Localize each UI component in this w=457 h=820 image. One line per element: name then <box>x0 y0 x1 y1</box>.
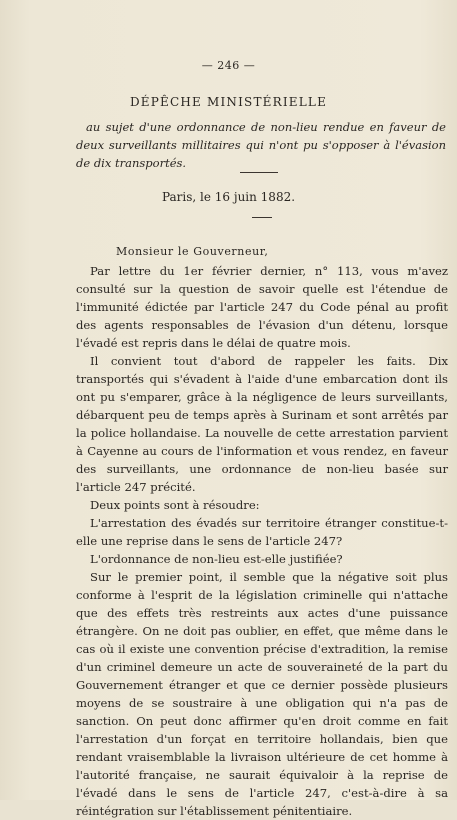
document-title: DÉPÊCHE MINISTÉRIELLE <box>129 95 328 109</box>
paragraph: Par lettre du 1er février dernier, n° 113, vous m'avez consulté sur la question de savoir quelle est l'étendue de l'immunité édictée par l'article 247 du Code pénal au profit des agents responsables de l'évasion d'un détenu, lorsque l'évadé est repris dans le délai de quatre mois. <box>76 264 448 350</box>
document-subtitle: au sujet d'une ordonnance de non-lieu rendue en faveur de deux surveillants millitaires qui n'ont pu s'opposer à l'évasion de dix transportés. <box>76 120 446 170</box>
letter-body <box>76 262 448 820</box>
separator-rule <box>240 172 278 173</box>
separator-rule <box>252 217 272 218</box>
paragraph: Deux points sont à résoudre: <box>90 498 260 512</box>
paragraph: L'arrestation des évadés sur territoire étranger constitue-t-elle une reprise dans le sens de l'article 247? <box>76 516 448 548</box>
paragraph: Sur le premier point, il semble que la négative soit plus conforme à l'esprit de la législation criminelle qui n'attache que des effets très restreints aux actes d'une puissance étrangère. On ne doit pas oublier, en effet, que même dans le cas où il existe une convention précise d'extradition, la remise d'un criminel demeure un acte de souveraineté de la part du Gouvernement étranger et que ce dernier possède plusieurs moyens de se soustraire à une obligation qui n'a pas de sanction. On peut donc affirmer qu'en droit comme en fait l'arrestation d'un forçat en territoire hollandais, bien que rendant vraisemblable la livraison ultérieure de cet homme à l'autorité française, ne saurait équivaloir à la reprise de l'évadé dans le sens de l'article 247, c'est-à-dire à sa réintégration sur l'établissement pénitentiaire. <box>76 570 448 818</box>
paragraph: L'ordonnance de non-lieu est-elle justifiée? <box>90 552 343 566</box>
page-number: — 246 — <box>201 59 256 72</box>
salutation: Monsieur le Gouverneur, <box>116 245 269 258</box>
paragraph: Il convient tout d'abord de rappeler les faits. Dix transportés qui s'évadent à l'aide d'une embarcation dont ils ont pu s'emparer, grâce à la négligence de leurs surveillants, débarquent peu de temps après à Surinam et sont arrêtés par la police hollandaise. La nouvelle de cette arrestation parvient à Cayenne au cours de l'information et vous rendez, en faveur des surveillants, une ordonnance de non-lieu basée sur l'article 247 précité. <box>76 354 448 494</box>
dateline: Paris, le 16 juin 1882. <box>161 190 296 204</box>
